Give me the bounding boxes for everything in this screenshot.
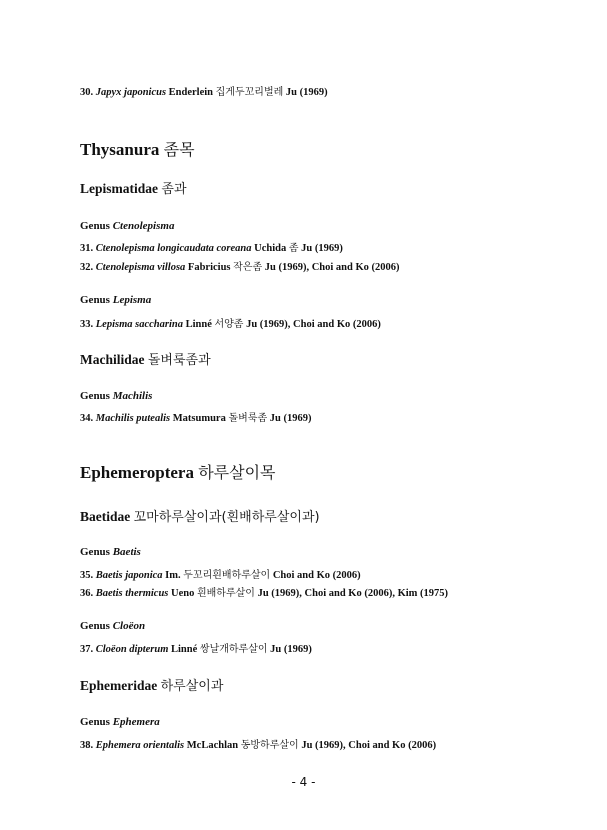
scientific-name: Ctenolepisma villosa [95, 262, 186, 273]
genus-heading-ephemera [80, 716, 160, 728]
order-korean: 하루살이목 [198, 463, 276, 482]
genus-prefix: Genus [80, 546, 110, 558]
genus-name: Cloëon [112, 620, 146, 632]
scientific-name: Baetis japonica [95, 570, 163, 581]
genus-prefix: Genus [80, 294, 110, 306]
entry-number: 37. [80, 644, 94, 655]
entry-number: 35. [80, 570, 94, 581]
genus-name: Baetis [112, 546, 141, 558]
scientific-name: Cloëon dipterum [95, 644, 169, 655]
author: Uchida [254, 243, 287, 254]
genus-heading-baetis [80, 546, 141, 558]
korean-name: 작은좀 [233, 262, 263, 273]
reference: Choi and Ko (2006) [272, 570, 361, 581]
reference: Ju (1969) [301, 243, 343, 254]
species-entry-36 [80, 584, 448, 599]
reference: Ju (1969) [269, 413, 312, 424]
author: Matsumura [172, 413, 226, 424]
genus-heading-machilis [80, 390, 152, 402]
order-heading-thysanura [80, 137, 195, 160]
entry-number: 34. [80, 413, 94, 424]
species-entry-31 [80, 239, 343, 254]
order-heading-ephemeroptera [80, 460, 275, 483]
entry-number: 33. [80, 319, 94, 330]
reference: Ju (1969), Choi and Ko (2006), Kim (1975) [257, 588, 449, 599]
reference: Ju (1969), Choi and Ko (2006) [264, 262, 400, 273]
author: Fabricius [187, 262, 231, 273]
korean-name: 동방하루살이 [240, 740, 299, 751]
family-heading-baetidae [80, 506, 320, 525]
genus-name: Machilis [112, 390, 153, 402]
korean-name: 돌벼룩좀 [228, 413, 268, 424]
reference: Ju (1969) [270, 644, 312, 655]
korean-name: 집게두꼬리벌레 [215, 87, 284, 98]
genus-prefix: Genus [80, 716, 110, 728]
order-latin: Ephemeroptera [80, 463, 194, 482]
genus-name: Lepisma [112, 294, 152, 306]
korean-name: 서양좀 [214, 319, 244, 330]
author: Enderlein [168, 87, 214, 98]
entry-number: 38. [80, 740, 94, 751]
entry-number: 32. [80, 262, 94, 273]
species-entry-34 [80, 409, 311, 424]
korean-name: 흰배하루살이 [196, 588, 255, 599]
family-latin: Lepismatidae [80, 181, 159, 196]
family-heading-ephemeridae [80, 675, 223, 694]
scientific-name: Japyx japonicus [95, 87, 167, 98]
entry-number: 31. [80, 243, 94, 254]
entry-number: 36. [80, 588, 94, 599]
genus-name: Ephemera [112, 716, 160, 728]
genus-prefix: Genus [80, 220, 110, 232]
genus-heading-lepisma [80, 294, 151, 306]
korean-name: 쌍날개하루살이 [199, 644, 268, 655]
species-entry-33 [80, 315, 381, 330]
entry-number: 30. [80, 87, 94, 98]
species-entry-38 [80, 736, 436, 751]
korean-name: 좀 [288, 243, 299, 254]
scientific-name: Baetis thermicus [95, 588, 169, 599]
scientific-name: Ctenolepisma longicaudata coreana [95, 243, 252, 254]
genus-prefix: Genus [80, 620, 110, 632]
family-latin: Baetidae [80, 509, 131, 524]
species-entry-37 [80, 640, 312, 655]
author: Linné [185, 319, 212, 330]
author: Ueno [171, 588, 195, 599]
family-korean: 좀과 [161, 182, 187, 197]
reference: Ju (1969) [285, 87, 328, 98]
order-korean: 좀목 [163, 140, 195, 159]
reference: Ju (1969), Choi and Ko (2006) [246, 319, 381, 330]
scientific-name: Ephemera orientalis [95, 740, 185, 751]
genus-name: Ctenolepisma [112, 220, 175, 232]
author: Linné [171, 644, 198, 655]
page-number: - 4 - [291, 775, 316, 789]
family-heading-machilidae [80, 349, 211, 368]
order-latin: Thysanura [80, 140, 160, 159]
genus-heading-cloeon [80, 620, 145, 632]
family-korean: 하루살이과 [160, 679, 224, 694]
scientific-name: Lepisma saccharina [95, 319, 183, 330]
family-heading-lepismatidae [80, 178, 187, 197]
species-entry-30 [80, 83, 328, 98]
family-korean: 돌벼룩좀과 [147, 353, 211, 368]
family-latin: Machilidae [80, 352, 145, 367]
family-latin: Ephemeridae [80, 678, 158, 693]
genus-prefix: Genus [80, 390, 110, 402]
korean-name: 두꼬리흰배하루살이 [183, 570, 271, 581]
author: McLachlan [186, 740, 239, 751]
species-entry-32 [80, 258, 400, 273]
family-korean: 꼬마하루살이과(흰배하루살이과) [133, 510, 320, 525]
genus-heading-ctenolepisma [80, 220, 174, 232]
reference: Ju (1969), Choi and Ko (2006) [301, 740, 437, 751]
scientific-name: Machilis putealis [95, 413, 171, 424]
species-entry-35 [80, 566, 361, 581]
author: Im. [165, 570, 181, 581]
